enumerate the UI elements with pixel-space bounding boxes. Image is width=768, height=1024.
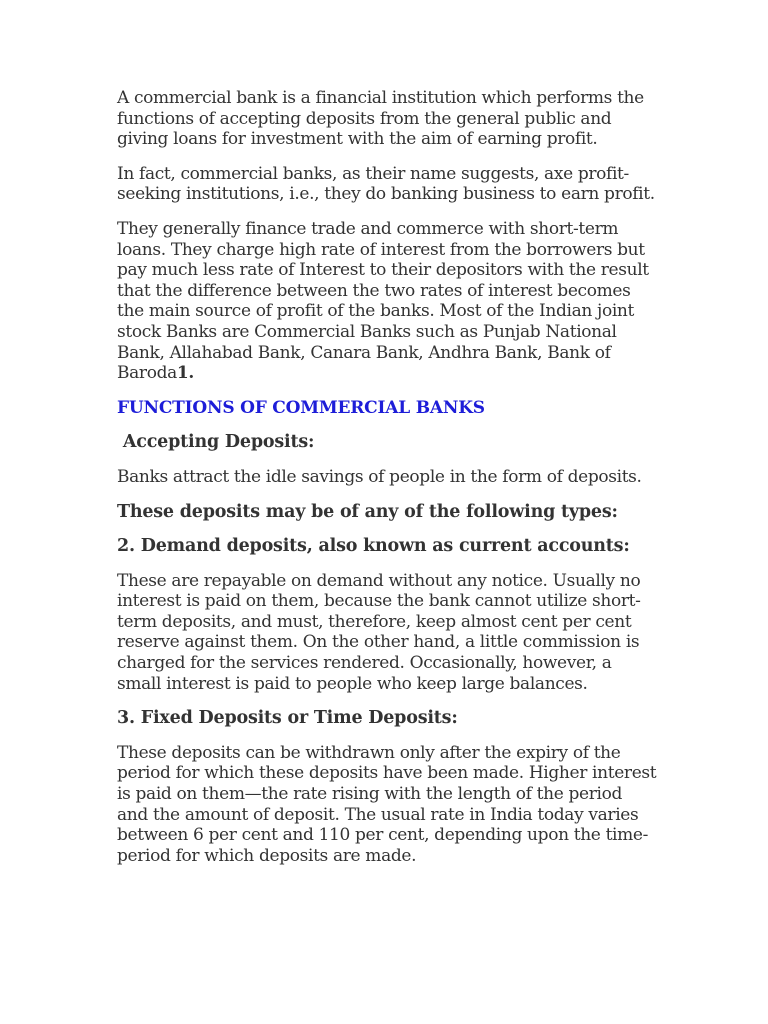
deposit-types-heading: These deposits may be of any of the following types: bbox=[117, 501, 618, 522]
accepting-deposits-heading: Accepting Deposits: bbox=[117, 432, 315, 453]
intro-paragraph: A commercial bank is a financial institution which performs the functions of accepting deposits from the general public and giving loans for investment with the aim of earning profit. bbox=[117, 88, 644, 150]
finance-paragraph-suffix: 1. bbox=[176, 363, 194, 384]
finance-paragraph bbox=[117, 219, 657, 384]
demand-deposits-paragraph: These are repayable on demand without any notice. Usually no interest is paid on them, because the bank cannot utilize short-term deposits, and must, therefore, keep almost cent per cent reserve against them. On the other hand, a little commission is charged for the services rendered. Occasionally, however, a small interest is paid to people who keep large balances. bbox=[117, 570, 641, 694]
savings-paragraph: Banks attract the idle savings of people in the form of deposits. bbox=[117, 466, 642, 487]
fixed-deposits-heading: 3. Fixed Deposits or Time Deposits: bbox=[117, 708, 458, 729]
document-body bbox=[117, 88, 657, 880]
profit-paragraph: In fact, commercial banks, as their name suggests, axe profit-seeking institutions, i.e., they do banking business to earn profit. bbox=[117, 163, 655, 205]
functions-heading: FUNCTIONS OF COMMERCIAL BANKS bbox=[117, 397, 485, 418]
finance-paragraph-text: They generally finance trade and commerce with short-term loans. They charge high rate of interest from the borrowers but pay much less rate of Interest to their depositors with the result that the difference between the two rates of interest becomes the main source of profit of the banks. Most of the Indian joint stock Banks are Commercial Banks such as Punjab National Bank, Allahabad Bank, Canara Bank, Andhra Bank, Bank of Baroda bbox=[117, 218, 649, 384]
demand-deposits-heading: 2. Demand deposits, also known as current accounts: bbox=[117, 536, 630, 557]
fixed-deposits-paragraph: These deposits can be withdrawn only after the expiry of the period for which these deposits have been made. Higher interest is paid on them—the rate rising with the length of the period and the amount of deposit. The usual rate in India today varies between 6 per cent and 110 per cent, depending upon the time-period for which deposits are made. bbox=[117, 742, 657, 866]
